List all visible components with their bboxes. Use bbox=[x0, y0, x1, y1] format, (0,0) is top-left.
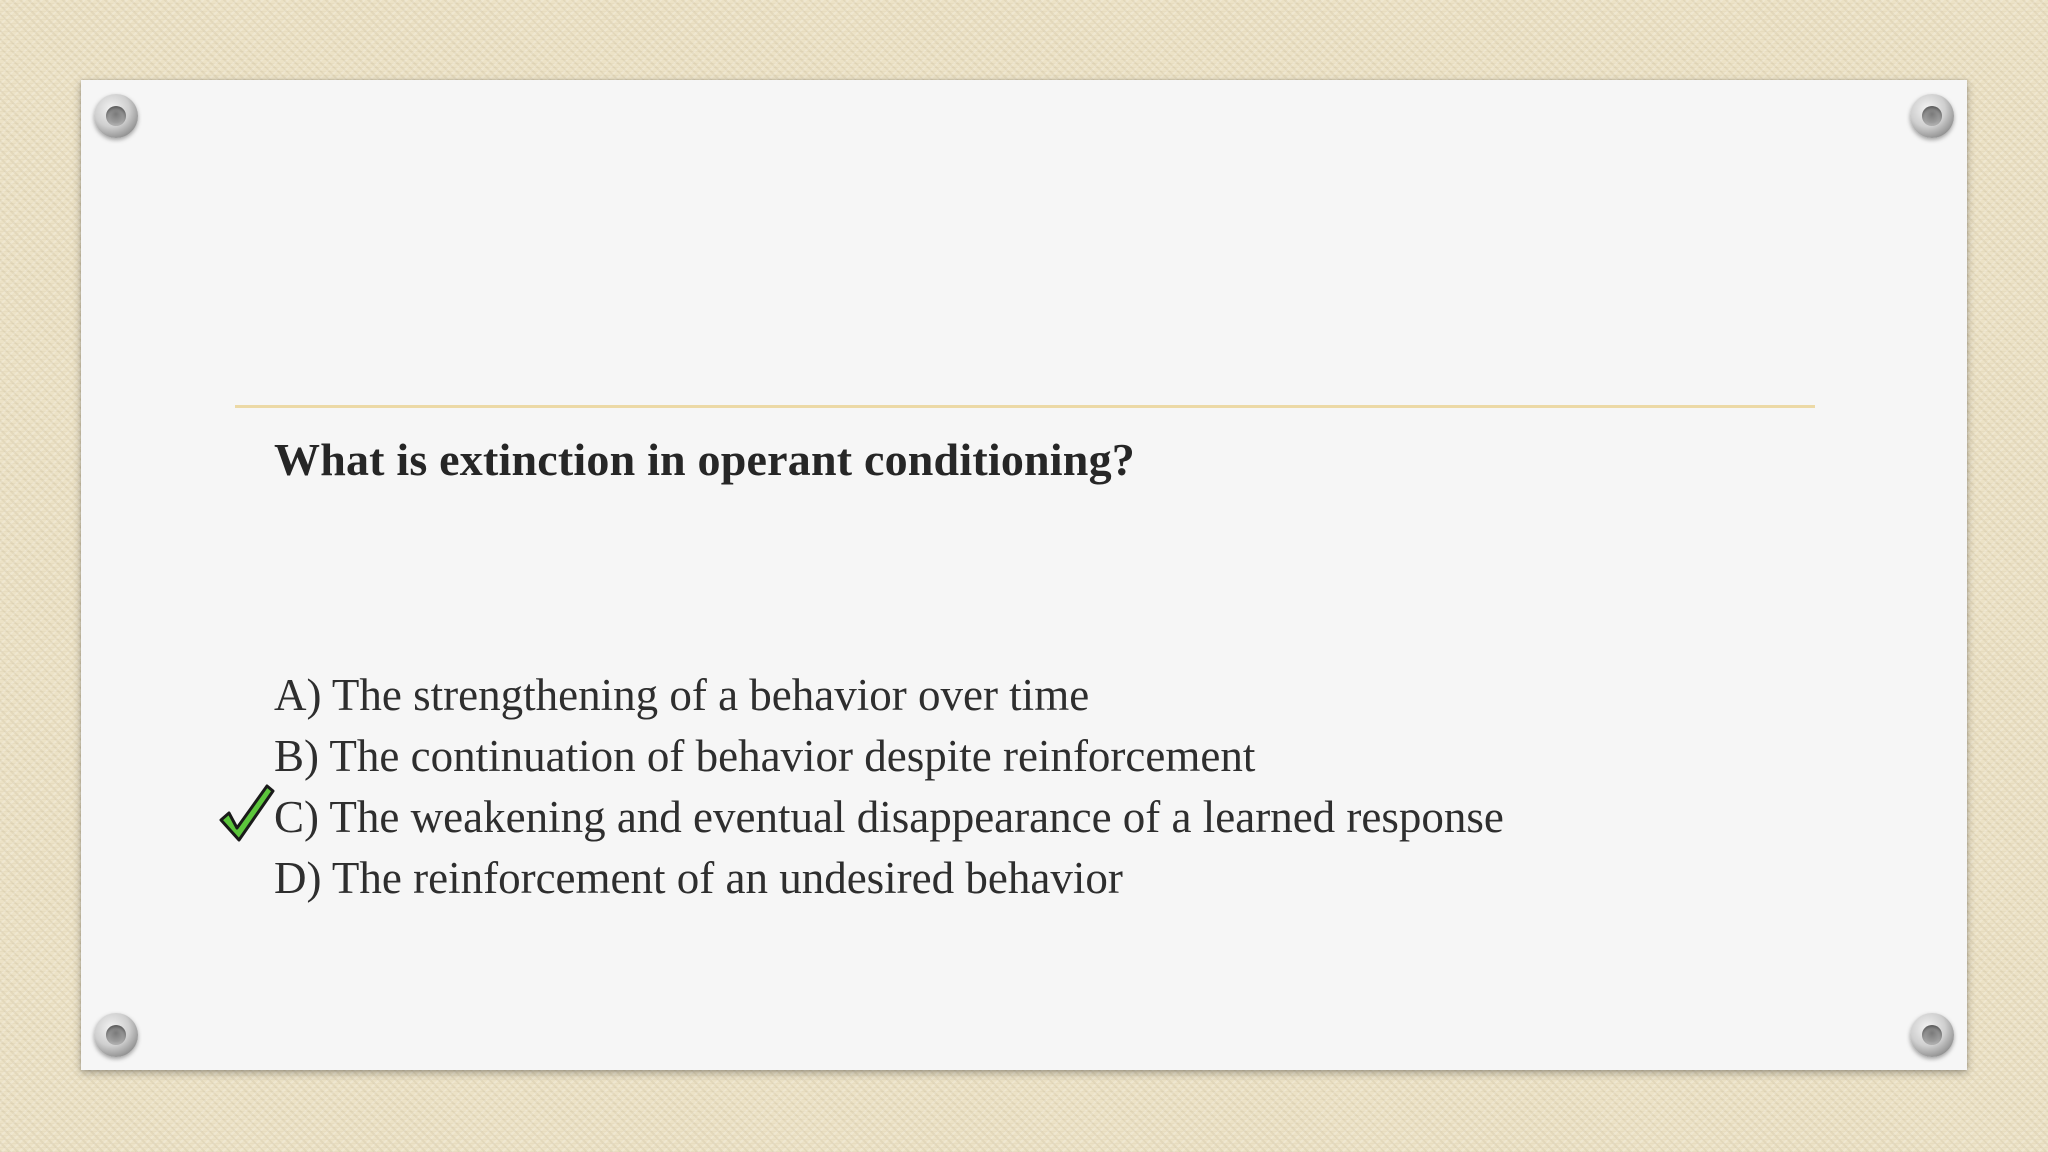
grommet-top-left bbox=[94, 94, 138, 138]
option-a: A) The strengthening of a behavior over time bbox=[274, 670, 1090, 720]
option-d: D) The reinforcement of an undesired behavior bbox=[274, 853, 1123, 903]
slide-card bbox=[81, 80, 1967, 1070]
option-c-correct: C) The weakening and eventual disappearance of a learned response bbox=[274, 792, 1504, 842]
option-b: B) The continuation of behavior despite reinforcement bbox=[274, 731, 1256, 781]
checkmark-icon bbox=[215, 780, 277, 846]
grommet-bottom-right bbox=[1910, 1013, 1954, 1057]
grommet-top-right bbox=[1910, 94, 1954, 138]
answer-options bbox=[274, 665, 1504, 909]
question-text: What is extinction in operant conditioning? bbox=[274, 434, 1135, 485]
title-divider bbox=[235, 405, 1815, 408]
grommet-bottom-left bbox=[94, 1013, 138, 1057]
